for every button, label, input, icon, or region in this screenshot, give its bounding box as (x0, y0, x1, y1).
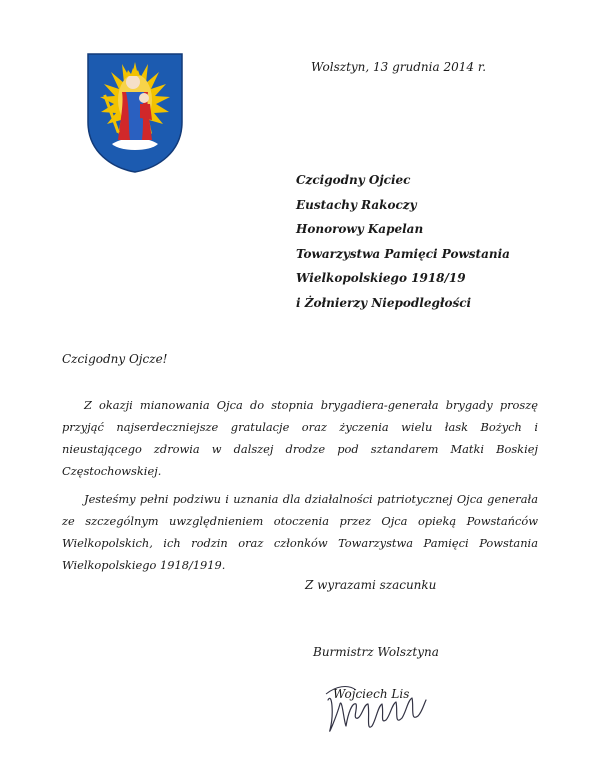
body-paragraph: Z okazji mianowania Ojca do stopnia brygadiera-generała brygady proszę przyjąć najserdeczniejsze gratulacje oraz życzenia wielu łask Bożych i nieustającego zdrowia w dalszej drodze pod sztandarem Matki Boskiej Częstochowskiej. (62, 398, 538, 478)
handwritten-signature-icon (322, 674, 432, 744)
recipient-line: Wielkopolskiego 1918/19 (296, 271, 466, 286)
recipient-line: Czcigodny Ojciec (296, 173, 411, 187)
coat-of-arms-madonna-icon (86, 52, 184, 174)
recipient-address (296, 168, 510, 316)
recipient-line: i Żołnierzy Niepodległości (296, 295, 472, 310)
salutation: Czcigodny Ojcze! (62, 352, 168, 366)
body-paragraph: Jesteśmy pełni podziwu i uznania dla działalności patriotycznej Ojca generała ze szczególnym uwzględnieniem otoczenia przez Ojca opieką Powstańców Wielkopolskich, ich rodzin oraz członków Towarzystwa Pamięci Powstania Wielkopolskiego 1918/1919. (62, 492, 538, 572)
signer-name: Wojciech Lis (333, 687, 410, 701)
recipient-line: Honorowy Kapelan (296, 222, 424, 237)
letter-date: Wolsztyn, 13 grudnia 2014 r. (311, 60, 487, 74)
signer-title: Burmistrz Wolsztyna (313, 645, 439, 659)
recipient-line: Towarzystwa Pamięci Powstania (296, 246, 510, 261)
closing-phrase: Z wyrazami szacunku (305, 578, 437, 592)
letter-body (62, 394, 538, 582)
recipient-line: Eustachy Rakoczy (296, 197, 417, 212)
